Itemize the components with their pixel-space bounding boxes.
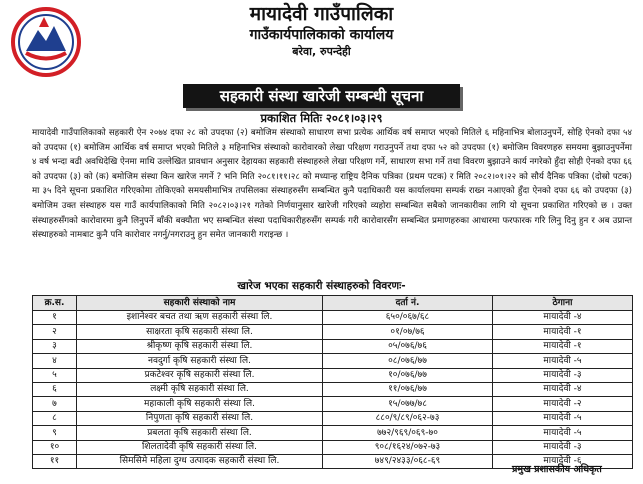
table-row [33, 311, 633, 325]
name-cell: नवदुर्गा कृषि सहकारी संस्था लि. [77, 354, 323, 368]
table-row [33, 440, 633, 454]
name-cell: प्रबलता कृषि सहकारी संस्था लि. [77, 426, 323, 440]
table-row [33, 382, 633, 396]
name-cell: महाकाली कृषि सहकारी संस्था लि. [77, 397, 323, 411]
publish-date: प्रकाशित मितिः २०८१।०३।२९ [260, 111, 383, 125]
page-title: मायादेवी गाउँपालिका [249, 3, 394, 25]
notice-title-banner: सहकारी संस्था खारेजी सम्बन्धी सूचना [183, 84, 460, 108]
serial-cell: ७ [33, 397, 77, 411]
serial-cell: ८ [33, 411, 77, 425]
table-row [33, 354, 633, 368]
serial-cell: ११ [33, 454, 77, 468]
registration-cell: ०८/०७६/७७ [323, 354, 493, 368]
name-cell: निपुणता कृषि सहकारी संस्था लि. [77, 411, 323, 425]
registration-cell: ८८०/९/८९/०६२-७३ [323, 411, 493, 425]
registration-cell: ६५०/०६७/६८ [323, 311, 493, 325]
office-name: गाउँकार्यपालिकाको कार्यालय [249, 27, 394, 43]
table-row [33, 325, 633, 339]
registration-cell: १०/०७६/७७ [323, 368, 493, 382]
registration-cell: ११/०७६/७७ [323, 382, 493, 396]
registration-cell: ९०८/१६२४/०७२-७३ [323, 440, 493, 454]
name-cell: लक्ष्मी कृषि सहकारी संस्था लि. [77, 382, 323, 396]
address-cell: मायादेवी -१ [493, 325, 633, 339]
address-cell: मायादेवी -३ [493, 368, 633, 382]
name-cell: सिमसिमे महिला दुग्ध उत्पादक सहकारी संस्था लि. [77, 454, 323, 468]
address-cell: मायादेवी -१ [493, 339, 633, 353]
name-cell: शिलतादेवी कृषि सहकारी संस्था लि. [77, 440, 323, 454]
registration-cell: ७७२/९६९/०६९-७० [323, 426, 493, 440]
notice-body: मायादेवी गाउँपालिकाको सहकारी ऐन २०७४ दफा २८ को उपदफा (२) बमोजिम संस्थाको साधारण सभा प्रत्येक आर्थिक वर्ष समाप्त भएको मितिले ६ महिनाभित्र बोलाउनुपर्ने, सोहि ऐनको दफा ५४ को उपदफा (१) बमोजिम आर्थिक वर्ष समाप्त भएको मितिले ३ महिनाभित्र संस्थाको कारोवारको लेखा परिक्षण गराउनुपर्ने तथा दफा ५२ को उपदफा (१) बमोजिम विवरणहरु समयमा बुझाउनुपर्नेमा ४ वर्ष भन्दा बढी अवधिदेखि ऐनमा माथि उल्लेखित प्रावधान अनुसार देहायका सहकारी संस्थाहरुले लेखा परिक्षण गर्ने, साधारण सभा गर्ने तथा विवरण बुझाउने कार्य नगरेको हुँदा सोही ऐनको दफा ६६ को उपदफा (३) को (क) बमोजिम संस्था किन खारेज नगर्ने ? भनि मिति २०८१।११।२८ को मध्यान्ह राष्ट्रिय दैनिक पत्रिका (प्रथम पटक) र मिति २०८२।०१।२२ को सौर्य दैनिक पत्रिका (दोस्रो पटक) मा ३५ दिने सूचना प्रकाशित गरिएकोमा तोकिएको समयसीमाभित्र तपसिलका संस्थाहरुसँग सम्बन्धित कुनै पदाधिकारी यस कार्यालयमा सम्पर्क राख्न नआएको हुँदा ऐनको दफा ६६ को उपदफा (३) बमोजिम उक्त संस्थाहरु यस गाउँ कार्यपालिकाको मिति २०८२।०३।२१ गतेको निर्णयानुसार खारेजी गरिएको व्यहोरा सम्बन्धित सबैको जानकारीका लागि यो सूचना प्रकाशित गरिएको छ । उक्त संस्थाहरुसँगको कारोवारमा कुनै लिनुपर्ने बाँकी बक्यौता भए सम्बन्धित संस्था पदाधिकारीहरुसँग सम्पर्क गरी कारोवारसँग सम्बन्धित प्रमाणहरुका आधारमा फरफारक गरि लिनु दिनु हुन र अब उप्रान्त संस्थाहरुको नामबाट कुनै पनि कारोवार नगर्नु/नगराउनु हुन समेत जानकारी गराइन्छ । [32, 128, 633, 241]
address-cell: मायादेवी -४ [493, 382, 633, 396]
address-cell: मायादेवी -३ [493, 440, 633, 454]
serial-cell: ५ [33, 368, 77, 382]
address-cell: मायादेवी -६ [493, 454, 633, 468]
registration-cell: १५/०७७/७८ [323, 397, 493, 411]
registration-cell: ०१/०७/७६ [323, 325, 493, 339]
name-cell: इशानेश्वर बचत तथा ऋण सहकारी संस्था लि. [77, 311, 323, 325]
serial-cell: १० [33, 440, 77, 454]
name-cell: साक्षरता कृषि सहकारी संस्था लि. [77, 325, 323, 339]
cooperative-table [32, 295, 633, 469]
header-registration: दर्ता नं. [323, 296, 493, 311]
serial-cell: ३ [33, 339, 77, 353]
table-header-row [33, 296, 633, 311]
registration-cell: ०५/०७६/७६ [323, 339, 493, 353]
registration-cell: ७४९/२४३३/०६८-६९ [323, 454, 493, 468]
table-title: खारेज भएका सहकारी संस्थाहरुको विवरणः- [237, 280, 406, 292]
address-cell: मायादेवी -५ [493, 411, 633, 425]
header-serial: क्र.स. [33, 296, 77, 311]
address-cell: मायादेवी -४ [493, 311, 633, 325]
serial-cell: ९ [33, 426, 77, 440]
table-row [33, 339, 633, 353]
header [0, 2, 643, 59]
serial-cell: २ [33, 325, 77, 339]
table-row [33, 411, 633, 425]
address-cell: मायादेवी -५ [493, 354, 633, 368]
serial-cell: १ [33, 311, 77, 325]
address-cell: मायादेवी -५ [493, 426, 633, 440]
office-address: बरेवा, रुपन्देही [292, 45, 351, 58]
table-row [33, 368, 633, 382]
address-cell: मायादेवी -२ [493, 397, 633, 411]
serial-cell: ४ [33, 354, 77, 368]
name-cell: श्रीकृष्ण कृषि सहकारी संस्था लि. [77, 339, 323, 353]
serial-cell: ६ [33, 382, 77, 396]
signature-title: प्रमुख प्रशासकीय अधिकृत [512, 464, 602, 475]
table-row [33, 397, 633, 411]
header-name: सहकारी संस्थाको नाम [77, 296, 323, 311]
header-address: ठेगाना [493, 296, 633, 311]
name-cell: प्रकटेश्वर कृषि सहकारी संस्था लि. [77, 368, 323, 382]
table-row [33, 426, 633, 440]
